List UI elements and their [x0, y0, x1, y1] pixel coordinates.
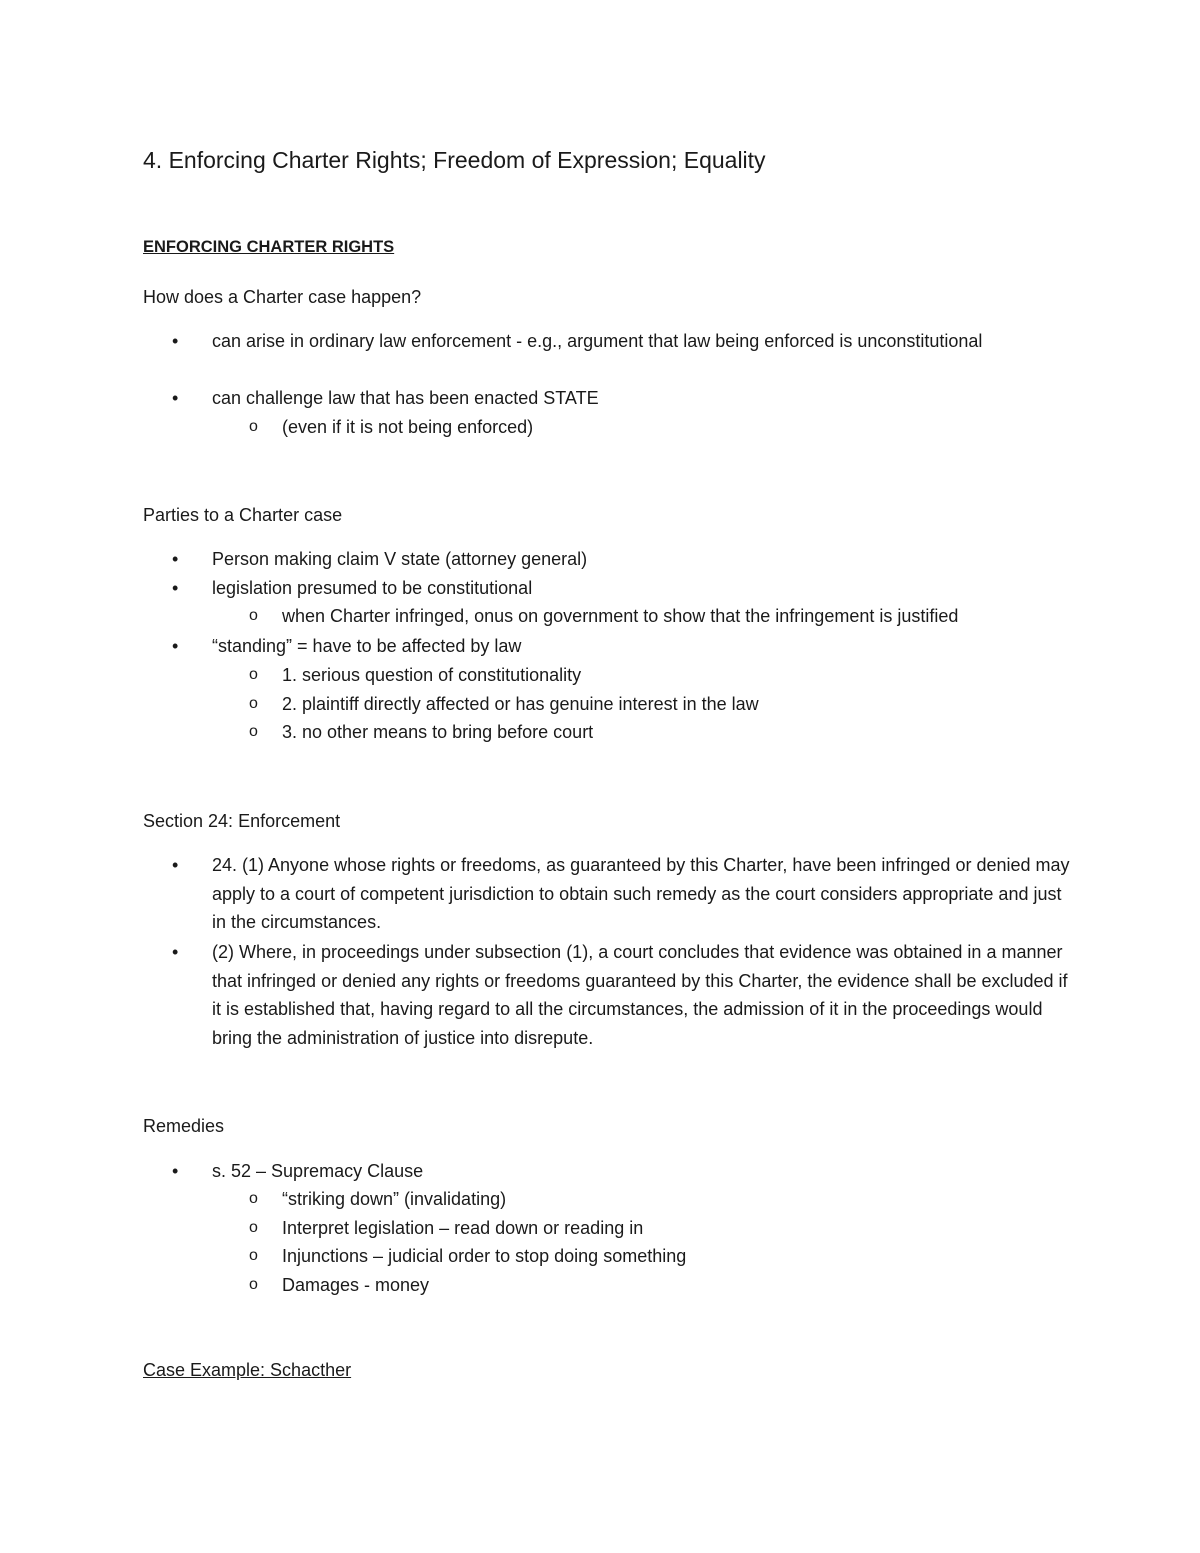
list-item: [172, 545, 1072, 574]
list-item-text: legislation presumed to be constitutional: [212, 578, 533, 598]
sub-list-item: [249, 1185, 1072, 1214]
bullet-marker: •: [172, 331, 179, 351]
sub-bullet-marker: o: [249, 1219, 258, 1236]
sub-bullet-marker: o: [249, 1247, 258, 1264]
list-item-text: 24. (1) Anyone whose rights or freedoms, as guaranteed by this Charter, have been infringed or denied may apply to a court of competent jurisdiction to obtain such remedy as the court considers appropriate and just in the circumstances.: [212, 855, 1070, 932]
sub-list-item: [249, 602, 1072, 631]
list-item: [172, 938, 1072, 1052]
list-item: [172, 384, 1072, 413]
list-item: [172, 327, 1072, 356]
sub-list-item: [249, 1214, 1072, 1243]
sub-bullet-marker: o: [249, 695, 258, 712]
sub-bullet-marker: o: [249, 607, 258, 624]
bullet-marker: •: [172, 1161, 179, 1181]
list-item-text: Injunctions – judicial order to stop doing something: [282, 1246, 687, 1266]
list-item-text: (2) Where, in proceedings under subsection (1), a court concludes that evidence was obtained in a manner that infringed or denied any rights or freedoms guaranteed by this Charter, the evidence shall be excluded if it is established that, having regard to all the circumstances, the admission of it in the proceedings would bring the administration of justice into disrepute.: [212, 942, 1068, 1048]
list-item-text: Interpret legislation – read down or reading in: [282, 1218, 644, 1238]
sub-bullet-marker: o: [249, 1276, 258, 1293]
case-example-heading: Case Example: Schacther: [143, 1360, 352, 1380]
list-item: [172, 1157, 1072, 1186]
list-item-text: 1. serious question of constitutionality: [282, 665, 582, 685]
list-item-text: 2. plaintiff directly affected or has genuine interest in the law: [282, 694, 759, 714]
list-item-text: “standing” = have to be affected by law: [212, 636, 522, 656]
list-item-text: can challenge law that has been enacted STATE: [212, 388, 599, 408]
list-item-text: (even if it is not being enforced): [282, 417, 534, 437]
list-item: [172, 632, 1072, 661]
bullet-marker: •: [172, 636, 179, 656]
sub-list-item: [249, 690, 1072, 719]
sub-bullet-marker: o: [249, 723, 258, 740]
subheading-how-case-happens: How does a Charter case happen?: [143, 287, 422, 307]
bullet-marker: •: [172, 388, 179, 408]
subheading-parties: Parties to a Charter case: [143, 505, 343, 525]
sub-list-item: [249, 661, 1072, 690]
sub-bullet-marker: o: [249, 418, 258, 435]
sub-list-item: [249, 718, 1072, 747]
list-item-text: 3. no other means to bring before court: [282, 722, 594, 742]
list-item-text: Damages - money: [282, 1275, 430, 1295]
list-item-text: “striking down” (invalidating): [282, 1189, 507, 1209]
list-item-text: s. 52 – Supremacy Clause: [212, 1161, 424, 1181]
sub-list-item: [249, 1271, 1072, 1300]
list-item: [172, 574, 1072, 603]
subheading-section-24: Section 24: Enforcement: [143, 811, 341, 831]
sub-bullet-marker: o: [249, 1190, 258, 1207]
bullet-marker: •: [172, 549, 179, 569]
page-title: 4. Enforcing Charter Rights; Freedom of Expression; Equality: [143, 147, 766, 173]
bullet-marker: •: [172, 855, 179, 875]
sub-list-item: [249, 1242, 1072, 1271]
subheading-remedies: Remedies: [143, 1116, 225, 1136]
bullet-marker: •: [172, 578, 179, 598]
list-item-text: Person making claim V state (attorney general): [212, 549, 588, 569]
list-item-text: can arise in ordinary law enforcement - e.g., argument that law being enforced is unconstitutional: [212, 331, 983, 351]
sub-bullet-marker: o: [249, 666, 258, 683]
sub-list-item: [249, 413, 1072, 442]
bullet-marker: •: [172, 942, 179, 962]
list-item-text: when Charter infringed, onus on government to show that the infringement is justified: [282, 606, 959, 626]
list-item: [172, 851, 1072, 937]
section-heading: ENFORCING CHARTER RIGHTS: [143, 238, 395, 256]
